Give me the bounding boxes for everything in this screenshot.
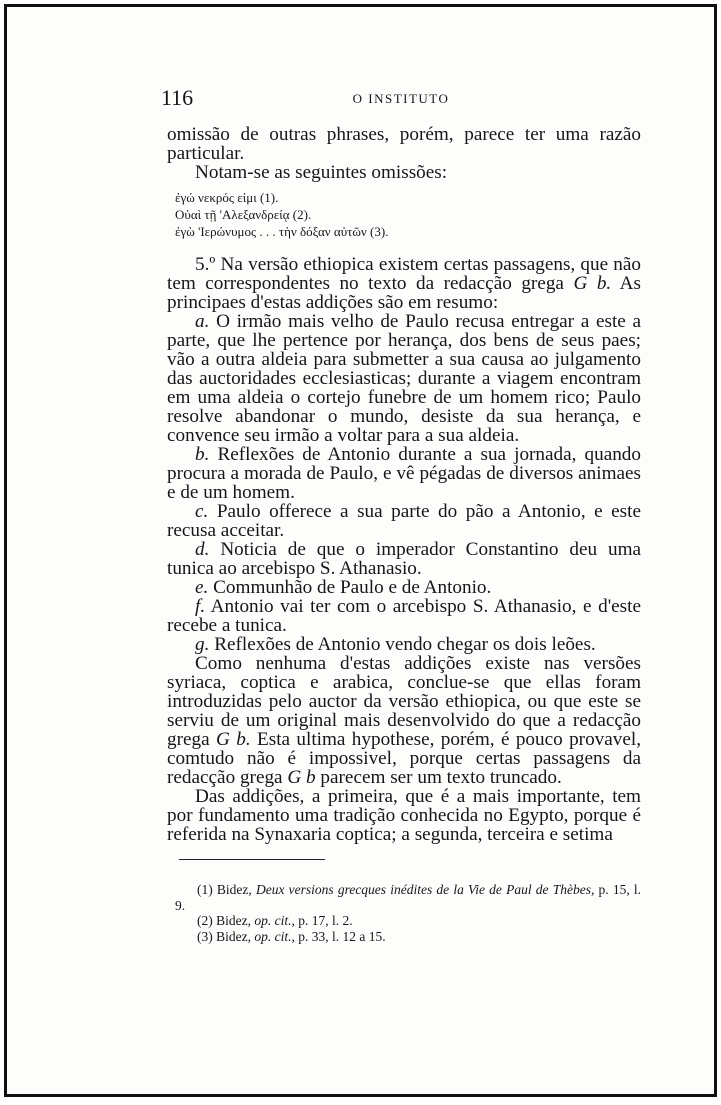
footnote-author: (3) Bidez, (197, 928, 251, 944)
list-item-d (167, 540, 641, 578)
footnote-1 (175, 882, 641, 913)
item-text: O irmão mais velho de Paulo recusa entregar a este a parte, que lhe pertence por herança, dos bens de seus paes; vão a outra aldeia para submetter a sua causa ao julgamento das auctoridades ecclesiasticas; durante a viagem encontram em uma aldeia o cortejo funebre de um homem rico; Paulo resolve abandonar o mundo, desiste da sua herança, e convence seu irmão a voltar para a sua aldeia. (167, 311, 642, 446)
list-item-g (167, 635, 641, 654)
section-5-text: 5.º Na versão ethiopica existem certas passagens, que não tem correspondentes no texto da redacção grega (167, 254, 641, 294)
item-letter: b. (195, 444, 210, 465)
paragraph-additions: Das addições, a primeira, que é a mais importante, tem por fundamento uma tradição conhecida no Egypto, porque é referida na Synaxaria coptica; a segunda, terceira e setima (167, 786, 641, 845)
greek-quotations (167, 189, 641, 240)
greek-line: ἐγὼ 'Ιερώνυμος . . . τὴν δόξαν αὐτῶν (3). (175, 224, 389, 239)
list-item-a (167, 312, 641, 445)
footnote-author: (1) Bidez, (197, 882, 252, 897)
conclusion-text: Esta ultima hypothese, porém, é pouco provavel, comtudo não é impossivel, porque certas passagens da redacção grega (167, 729, 642, 788)
siglum-gb: G b. (216, 729, 251, 750)
list-item-c (167, 502, 641, 540)
siglum-gb: G b. (573, 273, 612, 294)
item-text: Noticia de que o imperador Constantino deu uma tunica ao arcebispo S. Athanasio. (167, 539, 642, 579)
footnote-ref: p. 15, l. 9. (175, 882, 642, 913)
list-item-f (167, 597, 641, 635)
footnote-ref: p. 33, l. 12 a 15. (298, 928, 386, 944)
paragraph-section-5 (167, 255, 641, 312)
item-letter: g. (195, 634, 210, 655)
item-text: Antonio vai ter com o arcebispo S. Athanasio, e d'este recebe a tunica. (167, 596, 641, 636)
paragraph-continuation: omissão de outras phrases, porém, parece ter uma razão particular. (167, 124, 641, 164)
footnote-opcit: op. cit., (254, 913, 295, 928)
item-letter: e. (195, 577, 209, 598)
list-item-e (167, 578, 641, 597)
footnote-2 (175, 913, 641, 929)
item-text: Reflexões de Antonio vendo chegar os dois leões. (214, 634, 596, 655)
item-letter: c. (195, 501, 209, 522)
footnote-opcit: op. cit., (254, 928, 295, 944)
paragraph-omissions-intro: Notam-se as seguintes omissões: (195, 162, 448, 183)
conclusion-text: parecem ser um texto truncado. (320, 767, 562, 788)
footnote-ref: p. 17, l. 2. (298, 913, 353, 928)
body-text (167, 125, 641, 844)
footnote-3 (175, 929, 641, 945)
item-letter: a. (195, 311, 210, 332)
siglum-gb: G b (287, 767, 316, 788)
paragraph-conclusion (167, 654, 641, 787)
footnote-divider (179, 859, 325, 860)
document-page (4, 4, 717, 1097)
item-text: Reflexões de Antonio durante a sua jornada, quando procura a morada de Paulo, e vê pégadas de diversos animaes e de um homem. (167, 444, 641, 503)
page-number: 116 (161, 85, 194, 110)
item-letter: f. (195, 596, 206, 617)
greek-line: Οὐαὶ τῇ 'Αλεξανδρείᾳ (2). (175, 207, 312, 222)
list-item-b (167, 445, 641, 502)
footnotes (175, 882, 641, 944)
running-title: O INSTITUTO (352, 91, 450, 106)
section-5-text-end: As principaes d'estas addições são em resumo: (167, 273, 641, 313)
footnote-title: Deux versions grecques inédites de la Vie de Paul de Thèbes, (255, 882, 595, 897)
greek-line: ἐγώ νεκρός εἰμι (1). (175, 190, 279, 205)
conclusion-text: Como nenhuma d'estas addições existe nas versões syriaca, coptica e arabica, conclue-se que ellas foram introduzidas pelo auctor da versão ethiopica, ou que este se serviu de um original mais desenvolvido do que a redacção grega (167, 653, 641, 750)
page-header (161, 85, 641, 113)
item-text: Paulo offerece a sua parte do pão a Antonio, e este recusa acceitar. (167, 501, 641, 541)
item-text: Communhão de Paulo e de Antonio. (213, 577, 492, 598)
footnote-author: (2) Bidez, (197, 913, 251, 928)
item-letter: d. (195, 539, 210, 560)
